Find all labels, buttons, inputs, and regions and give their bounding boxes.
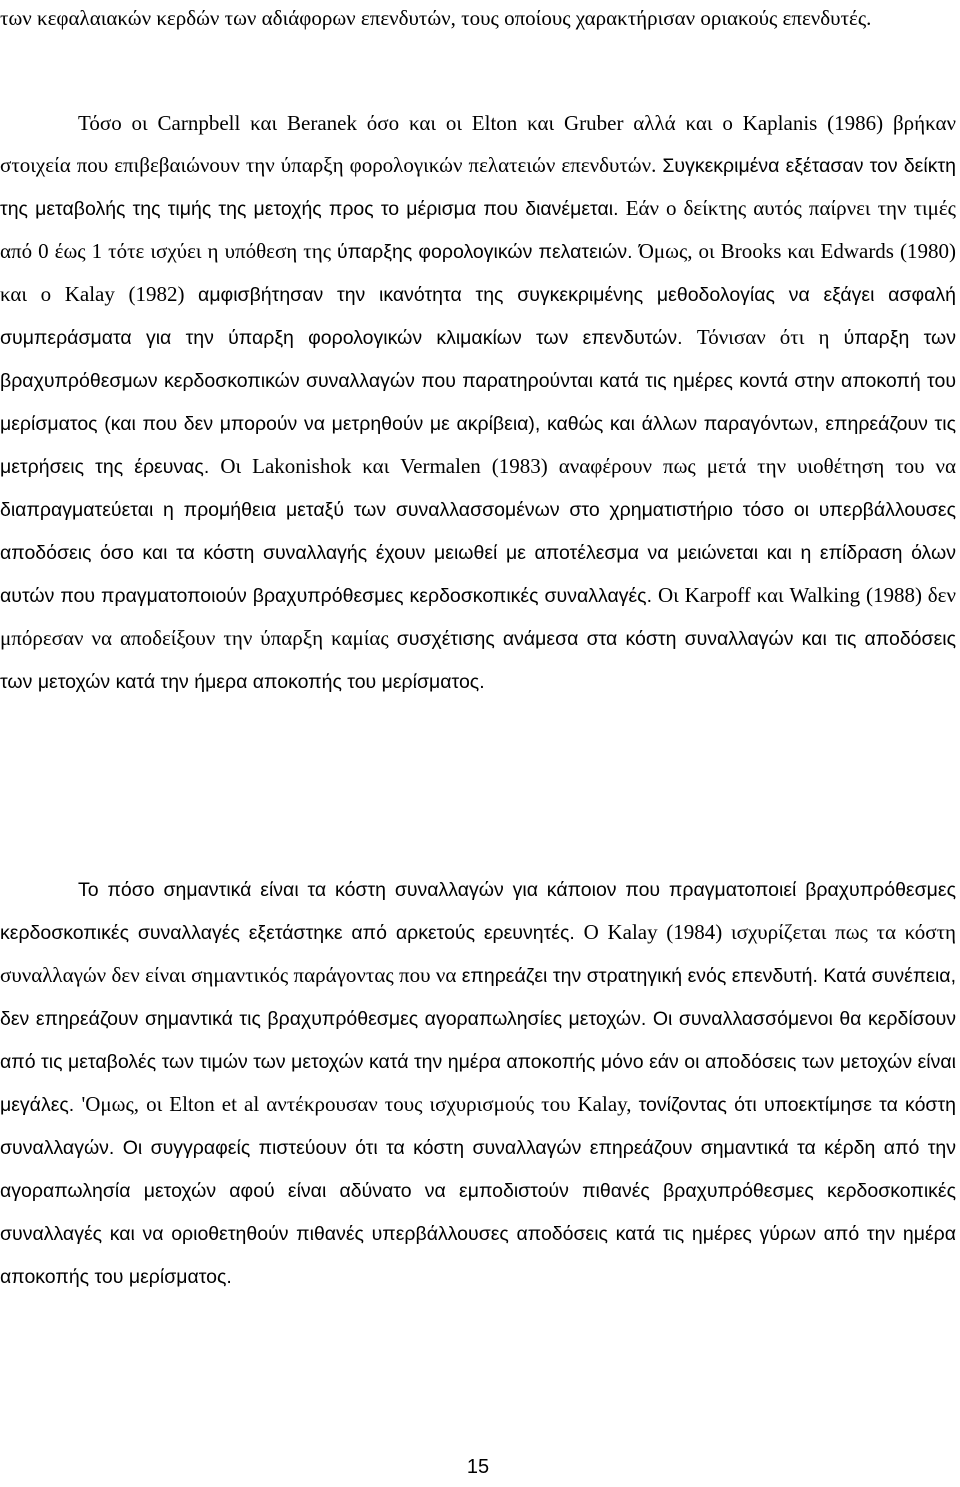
paragraph-2-segment: Οι Karpoff και Walking (1988) δεν μπόρεσαν να αποδείξουν την ύπαρξη καμίας	[0, 583, 956, 650]
paragraph-3-segment: Το πόσο σημαντικά είναι τα κόστη συναλλαγών για κάποιον που πραγματοποιεί βραχυπρόθεσμες κερδοσκοπικές συναλλαγές εξετάστηκε από αρκετούς ερευνητές.	[0, 879, 956, 944]
paragraph-2-segment: Τόσο οι Carnpbell και Beranek όσο και οι Elton και Gruber αλλά και ο Kaplanis (1986) βρήκαν στοιχεία που επιβεβαιώνουν την ύπαρξη φορολογικών πελατειών επενδυτών.	[0, 111, 956, 177]
paragraph-1-text: των κεφαλαιακών κερδών των αδιάφορων επενδυτών, τους οποίους χαρακτήρισαν οριακούς επενδυτές.	[0, 6, 872, 30]
paragraph-2	[0, 102, 956, 703]
paragraph-3-segment: επηρεάζει την στρατηγική ενός επενδυτή. Κατά συνέπεια, δεν επηρεάζουν σημαντικά τις βραχυπρόθεσμες αγοραπωλησίες μετοχών. Οι συναλλασσόμενοι θα κερδίσουν από τις μεταβολές των τιμών των μετοχών κατά την ημέρα αποκοπής μόνο εάν οι αποδόσεις των μετοχών είναι μεγάλες.	[0, 965, 956, 1116]
paragraph-3-segment: Ο Kalay (1984) ισχυρίζεται πως τα κόστη συναλλαγών δεν είναι σημαντικός παράγοντας που να	[0, 920, 956, 987]
paragraph-2-segment: αμφισβήτησαν την ικανότητα της συγκεκριμένης μεθοδολογίας να εξάγει ασφαλή συμπεράσματα για την ύπαρξη φορολογικών κλιμακίων των επενδυτών.	[0, 284, 956, 349]
paragraph-2-segment: Οι Lakonishok και Vermalen (1983) αναφέρουν πως μετά την υιοθέτηση του να	[220, 454, 956, 478]
paragraph-2-segment: Συγκεκριμένα εξέτασαν τον δείκτη της μεταβολής της τιμής της μετοχής προς το μέρισμα που διανέμεται.	[0, 155, 956, 220]
paragraph-3	[0, 868, 956, 1298]
page-number: 15	[466, 1456, 490, 1478]
paragraph-2-segment: Όμως, οι Brooks και Edwards (1980) και ο Kalay (1982)	[0, 239, 956, 306]
paragraph-2-segment: ύπαρξης φορολογικών πελατειών.	[337, 241, 639, 263]
paragraph-2-segment: Τόνισαν ότι η	[696, 325, 844, 349]
paragraph-3-segment: 'Ομως, οι Elton et al αντέκρουσαν τους ισχυρισμούς του Kalay,	[81, 1092, 639, 1116]
paragraph-1	[0, 0, 956, 39]
paragraph-2-segment: συσχέτισης ανάμεσα στα κόστη συναλλαγών και τις αποδόσεις των μετοχών κατά την ήμερα αποκοπής του μερίσματος.	[0, 628, 956, 693]
paragraph-2-segment: ύπαρξη των βραχυπρόθεσμων κερδοσκοπικών συναλλαγών που παρατηρούνται κατά τις ημέρες κοντά στην αποκοπή του μερίσματος (και που δεν μπορούν να μετρηθούν με ακρίβεια), καθώς και άλλων παραγόντων, επηρεάζουν τις μετρήσεις της έρευνας.	[0, 327, 957, 478]
paragraph-2-segment: Εάν ο δείκτης αυτός παίρνει την τιμές από 0 έως 1 τότε ισχύει η υπόθεση της	[0, 196, 956, 263]
paragraph-3-segment: τονίζοντας ότι υποεκτίμησε τα κόστη συναλλαγών. Οι συγγραφείς πιστεύουν ότι τα κόστη συναλλαγών επηρεάζουν σημαντικά τα κέρδη από την αγοραπωλησία μετοχών αφού είναι αδύνατο να εμποδιστούν πιθανές βραχυπρόθεσμες κερδοσκοπικές συναλλαγές και να οριοθετηθούν πιθανές υπερβάλλουσες αποδόσεις κατά τις ημέρες γύρων από την ημέρα αποκοπής του μερίσματος.	[0, 1094, 956, 1288]
paragraph-2-segment: διαπραγματεύεται η προμήθεια μεταξύ των συναλλασσομένων στο χρηματιστήριο τόσο οι υπερβάλλουσες αποδόσεις όσο και τα κόστη συναλλαγής έχουν μειωθεί με αποτέλεσμα να μειώνεται και η επίδραση όλων αυτών που πραγματοποιούν βραχυπρόθεσμες κερδοσκοπικές συναλλαγές.	[0, 499, 956, 607]
